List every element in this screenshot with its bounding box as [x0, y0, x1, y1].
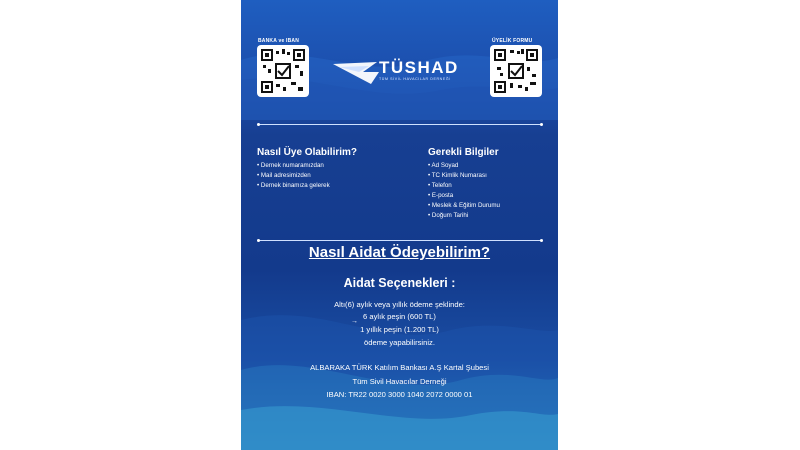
dues-option-1-year: 1 yıllık peşin (1.200 TL)	[360, 325, 439, 334]
dues-title: Nasıl Aidat Ödeyebilirim?	[308, 244, 491, 261]
list-item: • Telefon	[428, 181, 500, 191]
list-item: • Doğum Tarihi	[428, 211, 500, 221]
dues-intro: Altı(6) aylık veya yıllık ödeme şeklinde:	[334, 300, 465, 309]
bank-qr-label: BANKA ve IBAN	[258, 38, 300, 44]
membership-qr-code[interactable]	[490, 45, 542, 97]
bank-name: ALBARAKA TÜRK Katılım Bankası A.Ş Kartal Şubesi	[310, 363, 489, 372]
poster	[241, 0, 558, 450]
membership-qr-label: ÜYELİK FORMU	[492, 38, 533, 44]
dues-outro: ödeme yapabilirsiniz.	[364, 338, 435, 347]
logo-subtitle: TÜM SİVİL HAVACILAR DERNEĞİ	[379, 77, 451, 81]
qr-pattern-icon	[261, 49, 305, 93]
list-item: • Mail adresimizden	[257, 171, 330, 181]
divider-middle	[259, 240, 542, 241]
list-item: • Ad Soyad	[428, 161, 500, 171]
bank-iban: IBAN: TR22 0020 3000 1040 2072 0000 01	[326, 390, 473, 399]
divider-dot	[540, 239, 543, 242]
membership-list	[257, 161, 330, 191]
requirements-list	[428, 161, 500, 221]
list-item: • Dernek numaramızdan	[257, 161, 330, 171]
bank-account-holder: Tüm Sivil Havacılar Derneği	[352, 377, 447, 386]
divider-dot	[257, 123, 260, 126]
divider-dot	[540, 123, 543, 126]
list-item: • TC Kimlik Numarası	[428, 171, 500, 181]
list-item: • Dernek binamıza gelerek	[257, 181, 330, 191]
dues-option-6-months: 6 aylık peşin (600 TL)	[363, 312, 436, 321]
requirements-title: Gerekli Bilgiler	[428, 147, 499, 158]
list-item: • Meslek & Eğitim Durumu	[428, 201, 500, 211]
divider-top	[259, 124, 542, 125]
membership-title: Nasıl Üye Olabilirim?	[257, 147, 358, 158]
dues-options-title: Aidat Seçenekleri :	[343, 276, 456, 290]
bank-qr-code[interactable]	[257, 45, 309, 97]
arrow-right-icon: →	[351, 318, 358, 325]
qr-pattern-icon	[494, 49, 538, 93]
list-item: • E-posta	[428, 191, 500, 201]
divider-dot	[257, 239, 260, 242]
logo-title: TÜSHAD	[379, 58, 459, 77]
